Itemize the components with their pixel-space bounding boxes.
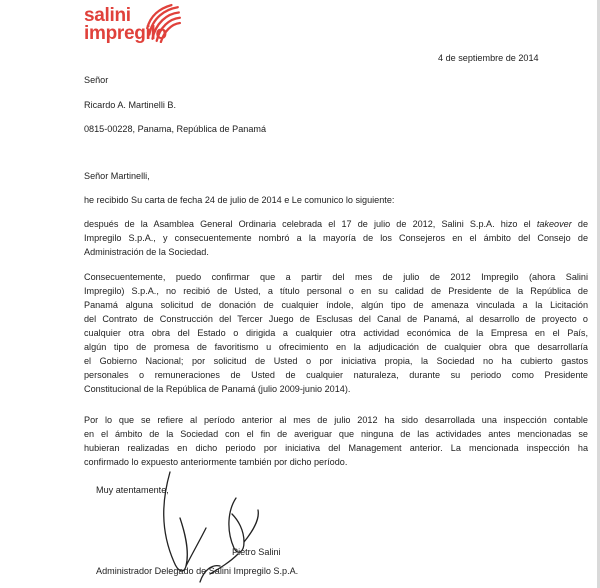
paragraph-2-line: el Gobierno Nacional; por solicitud de Usted o por iniciativa propia, la Sociedad no ha cubierto gastos [84,356,588,366]
paragraph-2-line: Constitucional de la República de Panamá (julio 2009-junio 2014). [84,384,351,394]
paragraph-3 [84,413,588,469]
letter-date: 4 de septiembre de 2014 [438,53,539,63]
paragraph-3-line: hubieran realizadas en dicho periodo por iniciativa del Management anterior. La mencionada inspección ha [84,443,588,453]
paragraph-1-line: después de la Asamblea General Ordinaria celebrada el 17 de julio de 2012, Salini S.p.A. hizo el takeover de [84,219,588,229]
paragraph-3-line: confirmado lo expuesto anteriormente también por dicho período. [84,457,348,467]
paragraph-2-line: del Contrato de Construcción del Tercer Juego de Esclusas del Canal de Panamá, al desarrollo de proyecto o [84,314,588,324]
paragraph-2-line: Consecuentemente, puedo confirmar que a partir del mes de julio de 2012 Impregilo (ahora Salini [84,272,588,282]
logo-swirl-icon [144,3,182,43]
paragraph-2-line: personales o remuneraciones de Usted de cualquier naturaleza, durante su periodo como Presidente [84,370,588,380]
recipient-title: Señor [84,75,109,85]
paragraph-2-line: algún tipo de promesa de favoritismo u ofrecimiento en la adjudicación de cualquier obra que desarrollaría [84,342,588,352]
logo-text-impregilo: impregilo [84,23,167,44]
paragraph-1 [84,217,588,259]
greeting: Señor Martinelli, [84,171,150,181]
signer-name: Pietro Salini [232,547,281,557]
paragraph-2-line: Panamá alguna solicitud de donación de cualquier índole, algún tipo de amenaza vinculada a la Licitación [84,300,588,310]
paragraph-2-line: cualquier otra obra del Estado o dirigida a cualquier otra actividad económica de la Empresa en el País, [84,328,588,338]
paragraph-3-line: en el ámbito de la Sociedad con el fin de averiguar que ninguna de las actividades antes mencionadas se [84,429,588,439]
paragraph-1-line: Administración de la Sociedad. [84,247,209,257]
closing: Muy atentamente, [96,485,169,495]
signer-title: Administrador Delegado de Salini Impregilo S.p.A. [96,566,299,576]
paragraph-2-line: Impregilo) S.p.A., no recibió de Usted, a título personal o en su calidad de Presidente de la República de [84,286,588,296]
recipient-address: 0815-00228, Panama, República de Panamá [84,124,267,134]
paragraph-2 [84,270,588,396]
recipient-name: Ricardo A. Martinelli B. [84,100,176,110]
paragraph-3-line: Por lo que se refiere al período anterior al mes de julio 2012 ha sido desarrollada una inspección contable [84,415,588,425]
intro-line: he recibido Su carta de fecha 24 de julio de 2014 e Le comunico lo siguiente: [84,195,395,205]
paragraph-1-line: Impregilo S.p.A., y consecuentemente nombró a la mayoría de los Consejeros en el ámbito del Consejo de [84,233,588,243]
logo-text-salini: salini [84,5,131,26]
